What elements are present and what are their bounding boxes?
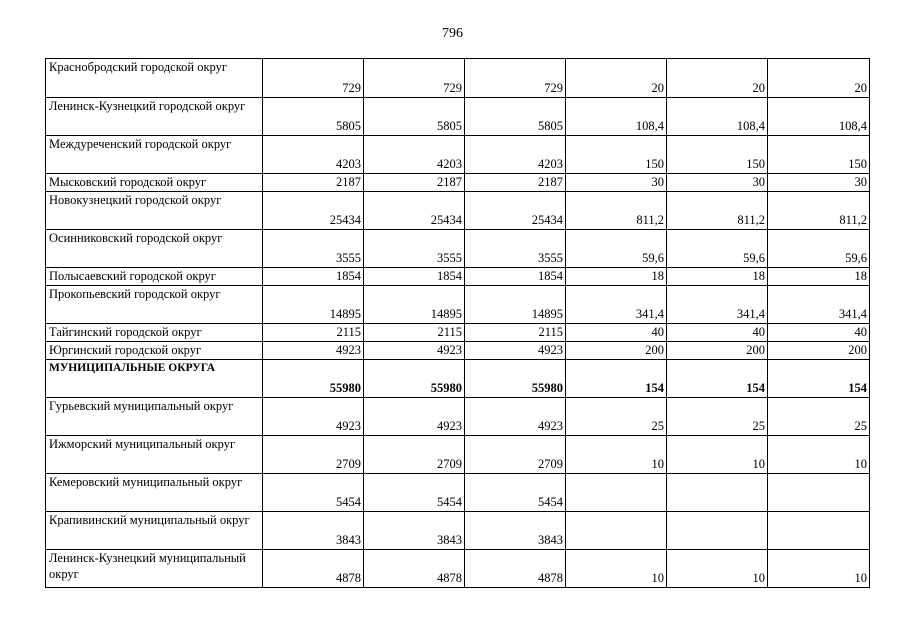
table-row [46,286,870,324]
value-cell: 154 [566,360,667,398]
table-row [46,98,870,136]
value-cell: 30 [566,174,667,192]
value-cell: 18 [566,268,667,286]
value-cell: 4878 [364,550,465,588]
value-cell: 18 [667,268,768,286]
value-cell: 341,4 [768,286,870,324]
table-row [46,512,870,550]
value-cell: 4923 [364,342,465,360]
value-cell: 341,4 [667,286,768,324]
value-cell: 25434 [364,192,465,230]
value-cell: 40 [667,324,768,342]
table-body [46,59,870,588]
page-number: 796 [442,26,463,41]
value-cell [768,474,870,512]
value-cell: 2187 [364,174,465,192]
value-cell: 25434 [465,192,566,230]
value-cell: 25434 [263,192,364,230]
value-cell [768,512,870,550]
value-cell: 5454 [263,474,364,512]
value-cell: 59,6 [768,230,870,268]
value-cell: 3843 [364,512,465,550]
value-cell: 25 [768,398,870,436]
row-name-cell: Юргинский городской округ [46,342,263,360]
row-name-cell: Кемеровский муниципальный округ [46,474,263,512]
table-row [46,230,870,268]
value-cell: 1854 [263,268,364,286]
value-cell: 4923 [263,342,364,360]
value-cell: 20 [667,59,768,98]
value-cell: 3843 [263,512,364,550]
value-cell: 59,6 [667,230,768,268]
value-cell: 1854 [364,268,465,286]
value-cell: 10 [566,550,667,588]
table-row [46,436,870,474]
value-cell: 5454 [364,474,465,512]
value-cell: 40 [768,324,870,342]
value-cell: 5805 [465,98,566,136]
row-name-cell: Мысковский городской округ [46,174,263,192]
value-cell [667,474,768,512]
value-cell: 108,4 [768,98,870,136]
value-cell: 811,2 [667,192,768,230]
value-cell: 4878 [263,550,364,588]
value-cell: 4923 [465,398,566,436]
value-cell: 4203 [465,136,566,174]
row-name-cell: Ижморский муниципальный округ [46,436,263,474]
row-name-cell: МУНИЦИПАЛЬНЫЕ ОКРУГА [46,360,263,398]
value-cell: 154 [768,360,870,398]
value-cell: 10 [667,436,768,474]
value-cell: 20 [768,59,870,98]
table-row [46,192,870,230]
table-row [46,398,870,436]
value-cell: 25 [667,398,768,436]
value-cell: 5454 [465,474,566,512]
value-cell: 20 [566,59,667,98]
row-name-cell: Междуреченский городской округ [46,136,263,174]
value-cell: 14895 [263,286,364,324]
value-cell: 3555 [263,230,364,268]
value-cell [667,512,768,550]
value-cell [566,512,667,550]
value-cell: 2115 [465,324,566,342]
value-cell: 30 [768,174,870,192]
value-cell: 108,4 [667,98,768,136]
table-row [46,174,870,192]
value-cell: 200 [667,342,768,360]
value-cell: 10 [566,436,667,474]
value-cell: 4203 [364,136,465,174]
value-cell: 14895 [364,286,465,324]
row-name-cell: Тайгинский городской округ [46,324,263,342]
row-name-cell: Новокузнецкий городской округ [46,192,263,230]
table-row [46,342,870,360]
value-cell: 811,2 [768,192,870,230]
value-cell: 14895 [465,286,566,324]
value-cell: 2709 [364,436,465,474]
value-cell: 18 [768,268,870,286]
value-cell: 2187 [465,174,566,192]
table-row [46,268,870,286]
value-cell: 729 [465,59,566,98]
row-name-cell: Осинниковский городской округ [46,230,263,268]
table-row [46,136,870,174]
row-name-cell: Краснобродский городской округ [46,59,263,98]
row-name-cell: Гурьевский муниципальный округ [46,398,263,436]
value-cell: 2115 [364,324,465,342]
value-cell: 30 [667,174,768,192]
table-row [46,474,870,512]
value-cell: 108,4 [566,98,667,136]
row-name-cell: Полысаевский городской округ [46,268,263,286]
value-cell: 2187 [263,174,364,192]
value-cell: 200 [566,342,667,360]
value-cell: 10 [768,550,870,588]
value-cell: 729 [263,59,364,98]
value-cell: 10 [667,550,768,588]
table-row [46,59,870,98]
value-cell: 150 [667,136,768,174]
value-cell: 40 [566,324,667,342]
value-cell: 2115 [263,324,364,342]
row-name-cell: Крапивинский муниципальный округ [46,512,263,550]
value-cell: 200 [768,342,870,360]
table-row [46,324,870,342]
row-name-cell: Ленинск-Кузнецкий городской округ [46,98,263,136]
value-cell: 3555 [465,230,566,268]
value-cell: 811,2 [566,192,667,230]
value-cell [566,474,667,512]
value-cell: 729 [364,59,465,98]
value-cell: 10 [768,436,870,474]
value-cell: 2709 [465,436,566,474]
data-table [45,58,870,588]
value-cell: 3555 [364,230,465,268]
value-cell: 55980 [263,360,364,398]
value-cell: 3843 [465,512,566,550]
value-cell: 341,4 [566,286,667,324]
value-cell: 4923 [465,342,566,360]
row-name-cell: Ленинск-Кузнецкий муниципальный округ [46,550,263,588]
value-cell: 1854 [465,268,566,286]
value-cell: 55980 [465,360,566,398]
value-cell: 55980 [364,360,465,398]
value-cell: 150 [566,136,667,174]
value-cell: 2709 [263,436,364,474]
table-row [46,360,870,398]
row-name-cell: Прокопьевский городской округ [46,286,263,324]
value-cell: 25 [566,398,667,436]
value-cell: 5805 [263,98,364,136]
value-cell: 4878 [465,550,566,588]
value-cell: 4923 [364,398,465,436]
value-cell: 59,6 [566,230,667,268]
value-cell: 4923 [263,398,364,436]
value-cell: 154 [667,360,768,398]
table-row [46,550,870,588]
value-cell: 4203 [263,136,364,174]
value-cell: 5805 [364,98,465,136]
value-cell: 150 [768,136,870,174]
